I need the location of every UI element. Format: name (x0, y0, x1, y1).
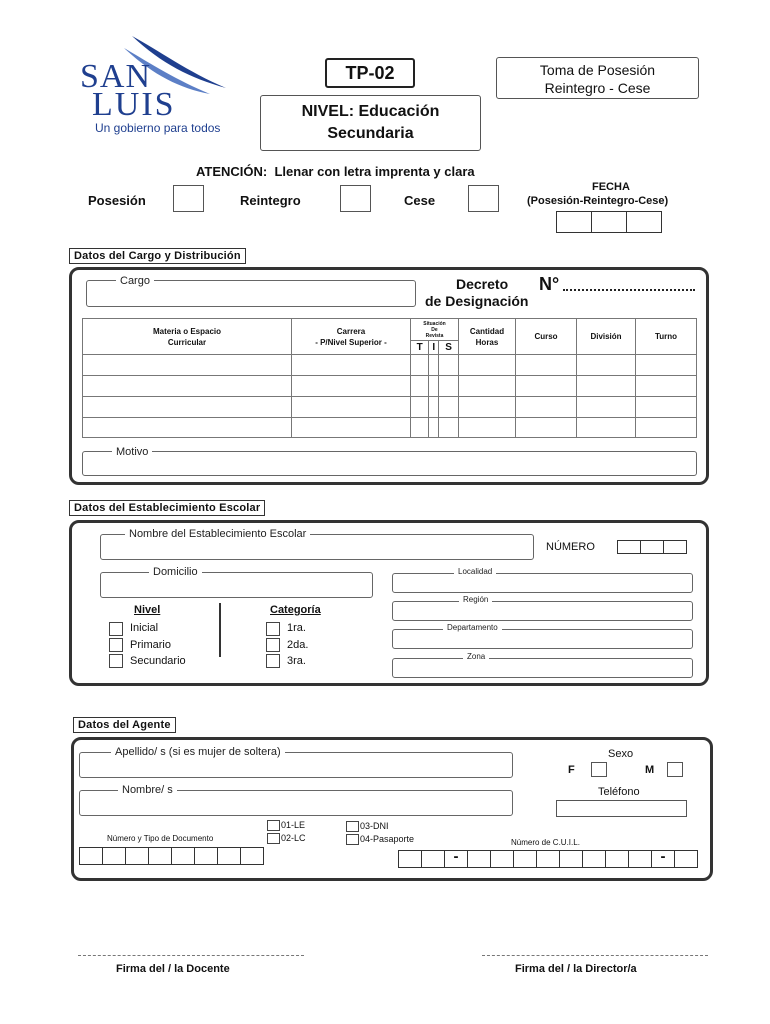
signature-director-label: Firma del / la Director/a (515, 963, 637, 975)
header-t: T (411, 341, 429, 355)
numero-label: NÚMERO (546, 541, 595, 553)
table-row[interactable] (83, 418, 697, 438)
localidad-input[interactable] (392, 573, 693, 593)
nivel-inicial-label: Inicial (130, 622, 159, 634)
doc-lc-label: 02-LC (281, 833, 306, 843)
agente-section-title: Datos del Agente (73, 717, 176, 733)
cargo-section-title: Datos del Cargo y Distribución (69, 248, 246, 264)
motivo-label: Motivo (112, 446, 152, 458)
signature-line-docente[interactable] (78, 955, 304, 956)
sexo-label: Sexo (608, 748, 634, 760)
doc-dni-checkbox[interactable] (346, 821, 359, 832)
table-row[interactable] (83, 376, 697, 397)
nivel-secundario-checkbox[interactable] (109, 654, 123, 668)
decreto-no-label: N° (539, 274, 560, 294)
form-type-line2: Reintegro - Cese (544, 80, 651, 96)
domicilio-label: Domicilio (149, 566, 202, 578)
nivel-secundario-label: Secundario (130, 655, 186, 667)
logo-san: SAN (80, 58, 152, 95)
table-row[interactable] (83, 355, 697, 376)
header-turno: Turno (636, 319, 697, 355)
doc-pasaporte-label: 04-Pasaporte (360, 834, 415, 844)
logo-tagline: Un gobierno para todos (95, 121, 221, 135)
cuil-label: Número de C.U.I.L. (511, 838, 580, 847)
option-posesion-label: Posesión (88, 193, 146, 208)
decreto-label: Decreto (456, 276, 509, 292)
option-reintegro-label: Reintegro (240, 193, 301, 208)
cargo-label: Cargo (116, 275, 154, 287)
cese-checkbox[interactable] (468, 185, 499, 212)
level-line1: NIVEL: Educación (301, 103, 440, 120)
form-type-line1: Toma de Posesión (539, 62, 656, 78)
form-code: TP-02 (325, 58, 415, 88)
categoria-1ra-label: 1ra. (287, 622, 306, 634)
posesion-checkbox[interactable] (173, 185, 204, 212)
zona-label: Zona (463, 652, 489, 661)
establecimiento-section-title: Datos del Establecimiento Escolar (69, 500, 265, 516)
option-cese-label: Cese (404, 193, 436, 208)
nivel-divider (219, 603, 221, 657)
categoria-3ra-label: 3ra. (287, 655, 306, 667)
sexo-m-label: M (645, 764, 655, 776)
doc-le-checkbox[interactable] (267, 820, 280, 831)
header-carrera: Carrera - P/Nivel Superior - (292, 319, 411, 355)
region-input[interactable] (392, 601, 693, 621)
form-type-box (496, 57, 699, 99)
header-i: I (429, 341, 439, 355)
nombre-establecimiento-label: Nombre del Establecimiento Escolar (125, 528, 310, 540)
logo-luis: LUIS (92, 86, 176, 123)
attention-note: ATENCIÓN: Llenar con letra imprenta y clara (196, 164, 475, 179)
sexo-f-checkbox[interactable] (591, 762, 607, 777)
designacion-label: de Designación (425, 293, 529, 309)
categoria-3ra-checkbox[interactable] (266, 654, 280, 668)
categoria-2da-label: 2da. (287, 639, 309, 651)
doc-dni-label: 03-DNI (360, 821, 389, 831)
apellido-label: Apellido/ s (si es mujer de soltera) (111, 746, 285, 758)
departamento-input[interactable] (392, 629, 693, 649)
cuil-input[interactable] (398, 850, 697, 868)
region-label: Región (459, 595, 492, 604)
header-curso: Curso (516, 319, 577, 355)
zona-input[interactable] (392, 658, 693, 678)
reintegro-checkbox[interactable] (340, 185, 371, 212)
level-box (260, 95, 481, 151)
nivel-primario-label: Primario (130, 639, 171, 651)
fecha-subtitle: (Posesión-Reintegro-Cese) (527, 195, 669, 207)
sexo-f-label: F (568, 764, 575, 776)
fecha-title: FECHA (592, 181, 630, 193)
documento-label: Número y Tipo de Documento (107, 834, 214, 843)
telefono-label: Teléfono (598, 786, 640, 798)
signature-line-director[interactable] (482, 955, 708, 956)
numero-input[interactable] (617, 540, 686, 554)
header-materia: Materia o Espacio Curricular (83, 319, 292, 355)
cuil-dash-cell: - (444, 850, 468, 868)
level-line2: Secundaria (327, 125, 414, 142)
header-s: S (439, 341, 459, 355)
nivel-primario-checkbox[interactable] (109, 638, 123, 652)
doc-pasaporte-checkbox[interactable] (346, 834, 359, 845)
categoria-1ra-checkbox[interactable] (266, 622, 280, 636)
header-situacion: Situación De Revista (411, 319, 459, 341)
nombre-label: Nombre/ s (118, 784, 177, 796)
fecha-input[interactable] (556, 211, 661, 233)
table-row[interactable] (83, 397, 697, 418)
nivel-title: Nivel (134, 604, 161, 616)
telefono-input[interactable] (556, 800, 687, 817)
categoria-title: Categoría (270, 604, 321, 616)
doc-le-label: 01-LE (281, 820, 306, 830)
nivel-inicial-checkbox[interactable] (109, 622, 123, 636)
doc-lc-checkbox[interactable] (267, 833, 280, 844)
categoria-2da-checkbox[interactable] (266, 638, 280, 652)
motivo-input[interactable] (82, 451, 697, 476)
cuil-dash-cell: - (651, 850, 675, 868)
localidad-label: Localidad (454, 567, 496, 576)
header-cantidad-horas: Cantidad Horas (459, 319, 516, 355)
domicilio-input[interactable] (100, 572, 373, 598)
sexo-m-checkbox[interactable] (667, 762, 683, 777)
distribution-table (82, 318, 697, 438)
documento-input[interactable] (79, 847, 263, 865)
signature-docente-label: Firma del / la Docente (116, 963, 230, 975)
decreto-number-field[interactable] (563, 289, 695, 291)
header-division: División (577, 319, 636, 355)
departamento-label: Departamento (443, 623, 502, 632)
